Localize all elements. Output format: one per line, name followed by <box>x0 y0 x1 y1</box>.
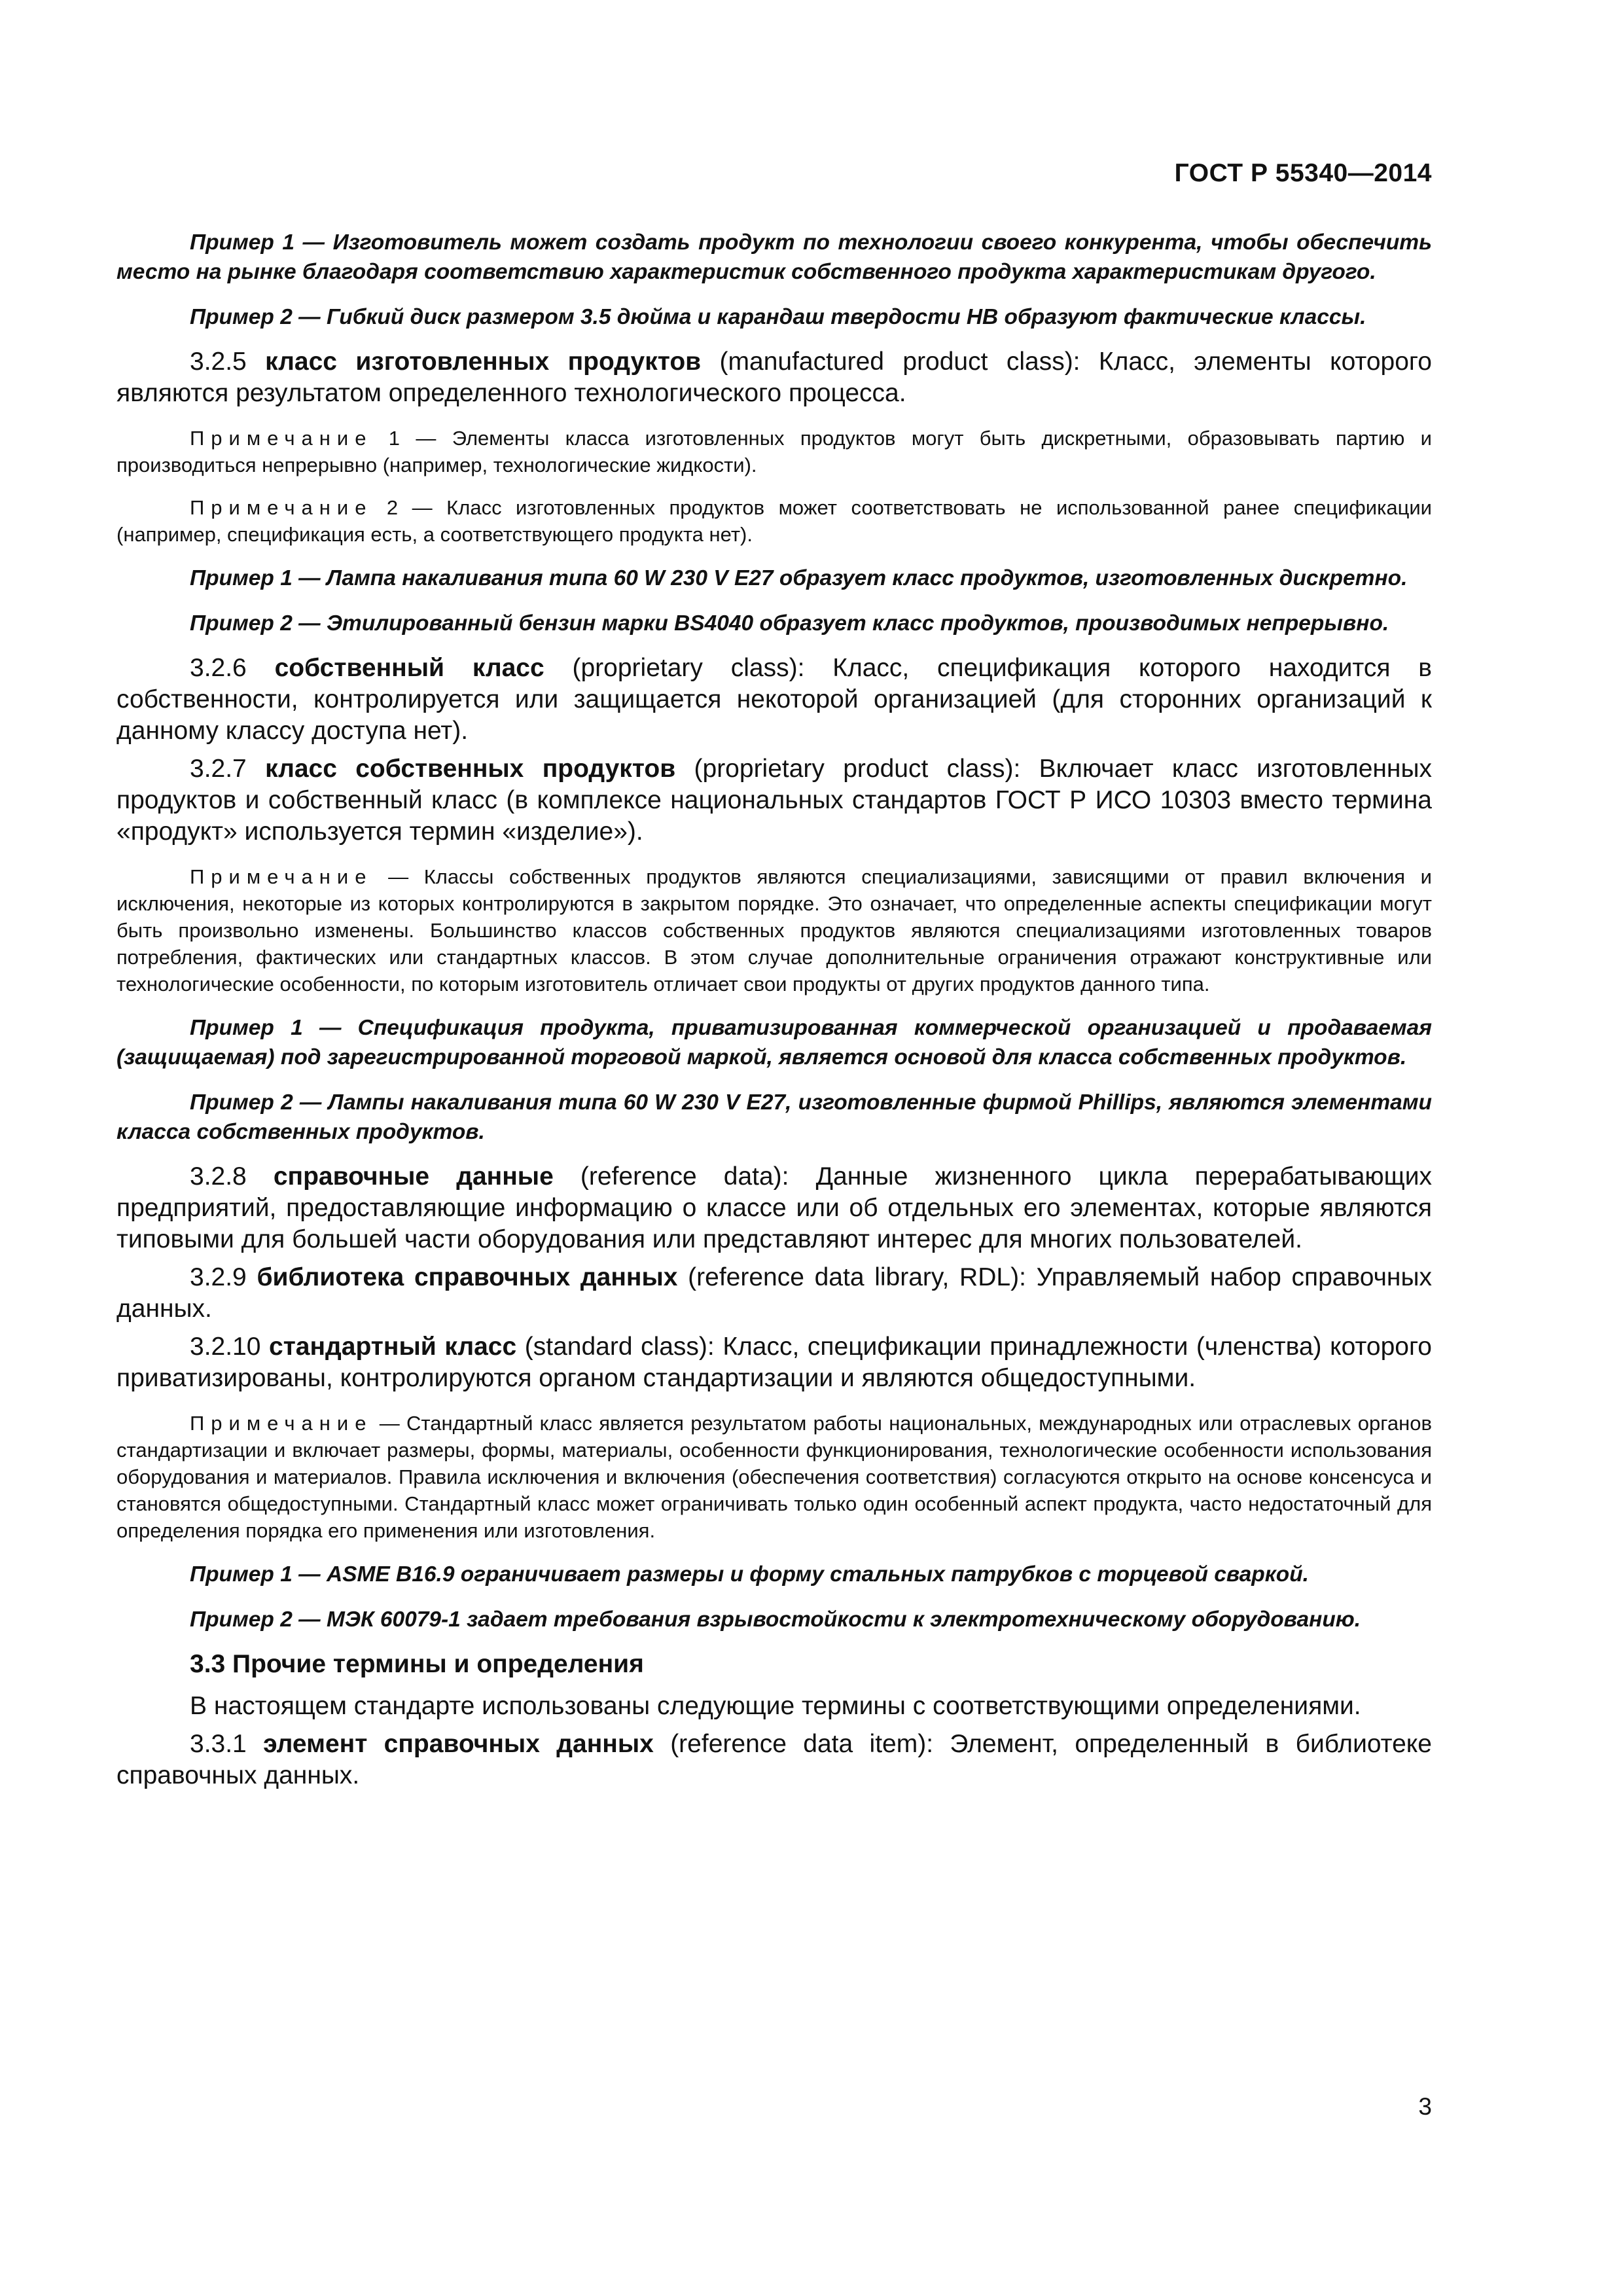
example-label: Пример 1 <box>190 566 293 590</box>
note-paragraph <box>116 494 1432 548</box>
term-number: 3.2.8 <box>190 1162 247 1191</box>
example-label: Пример 2 <box>190 611 293 636</box>
term-text: (reference data library, RDL): Управляемый набор справочных данных. <box>116 1263 1432 1323</box>
term-name: элемент справочных данных <box>263 1730 654 1758</box>
term-definition <box>116 1729 1432 1791</box>
example-label: Пример 1 <box>190 1562 293 1587</box>
example-paragraph <box>116 1560 1432 1589</box>
term-definition <box>116 346 1432 409</box>
term-text: (standard class): Класс, спецификации принадлежности (членства) которого приватизированы, контролируются органом стандартизации и являются общедоступными. <box>116 1333 1433 1392</box>
example-label: Пример 2 <box>190 1090 293 1115</box>
example-paragraph <box>116 1605 1432 1634</box>
note-label: Примечание <box>190 427 373 450</box>
term-name: класс собственных продуктов <box>265 755 676 783</box>
term-name: библиотека справочных данных <box>257 1263 678 1291</box>
term-number: 3.2.6 <box>190 654 247 682</box>
example-paragraph <box>116 1013 1432 1072</box>
note-paragraph <box>116 425 1432 478</box>
term-definition <box>116 1161 1432 1255</box>
example-paragraph <box>116 1088 1432 1147</box>
example-paragraph <box>116 609 1432 638</box>
example-label: Пример 1 <box>190 1016 303 1040</box>
term-name: собственный класс <box>274 654 544 682</box>
term-name: справочные данные <box>273 1162 554 1191</box>
example-text: — Спецификация продукта, приватизированная коммерческой организацией и продаваемая (защищаемая) под зарегистрированной торговой маркой, является основой для класса собственных продуктов. <box>116 1016 1432 1069</box>
note-paragraph <box>116 1410 1432 1544</box>
note-text: 1 — Элементы класса изготовленных продуктов могут быть дискретными, образовывать партию и производиться непрерывно (например, технологические жидкости). <box>116 427 1432 476</box>
term-number: 3.2.5 <box>190 348 247 376</box>
example-label: Пример 2 <box>190 1607 293 1632</box>
note-label: Примечание <box>190 1412 373 1435</box>
term-definition <box>116 1262 1432 1325</box>
body-paragraph: В настоящем стандарте использованы следующие термины с соответствующими определениями. <box>190 1692 1361 1720</box>
term-definition <box>116 753 1432 848</box>
document-code-header: ГОСТ Р 55340—2014 <box>1174 159 1432 187</box>
note-label: Примечание <box>190 496 373 519</box>
note-text: — Классы собственных продуктов являются специализациями, зависящими от правил включения и исключения, некоторые из которых контролируются в закрытом порядке. Это означает, что определенные аспекты спецификации могут быть произвольно изменены. Большинство классов собственных продуктов являются специализациями изготовленных товаров потребления, фактических или стандартных классов. В этом случае дополнительные ограничения отражают конструктивные или технологические особенности, по которым изготовитель отличает свои продукты от других продуктов данного типа. <box>116 865 1432 996</box>
page-number: 3 <box>1418 2093 1432 2120</box>
term-number: 3.3.1 <box>190 1730 247 1758</box>
example-paragraph <box>116 228 1432 287</box>
example-paragraph <box>116 564 1432 593</box>
example-text: — Лампа накаливания типа 60 W 230 V E27 образует класс продуктов, изготовленных дискретно. <box>292 566 1408 590</box>
term-text: (reference data item): Элемент, определенный в библиотеке справочных данных. <box>116 1730 1432 1789</box>
term-number: 3.2.9 <box>190 1263 247 1291</box>
example-text: — Лампы накаливания типа 60 W 230 V E27, изготовленные фирмой Phillips, являются элементами класса собственных продуктов. <box>116 1090 1432 1144</box>
example-label: Пример 1 <box>190 230 295 255</box>
term-name: стандартный класс <box>269 1333 517 1361</box>
example-paragraph <box>116 302 1432 332</box>
example-text: — Гибкий диск размером 3.5 дюйма и карандаш твердости НВ образуют фактические классы. <box>292 305 1366 329</box>
example-label: Пример 2 <box>190 305 293 329</box>
page-content <box>116 228 1432 1798</box>
term-name: класс изготовленных продуктов <box>265 348 702 376</box>
note-label: Примечание <box>190 865 373 888</box>
term-number: 3.2.10 <box>190 1333 261 1361</box>
example-text: — МЭК 60079-1 задает требования взрывостойкости к электротехническому оборудованию. <box>292 1607 1361 1632</box>
example-text: — ASME B16.9 ограничивает размеры и форму стальных патрубков с торцевой сваркой. <box>292 1562 1309 1587</box>
note-paragraph <box>116 863 1432 997</box>
term-definition <box>116 653 1432 747</box>
term-text: (reference data): Данные жизненного цикла перерабатывающих предприятий, предоставляющие информацию о классе или об отдельных его элементах, которые являются типовыми для большей части оборудования или представляют интерес для многих пользователей. <box>116 1162 1433 1253</box>
term-text: (manufactured product class): Класс, элементы которого являются результатом определенного технологического процесса. <box>116 348 1432 407</box>
term-text: (proprietary product class): Включает класс изготовленных продуктов и собственный класс (в комплексе национальных стандартов ГОСТ Р ИСО 10303 вместо термина «продукт» используется термин «изделие»). <box>116 755 1432 846</box>
term-number: 3.2.7 <box>190 755 247 783</box>
note-text: — Стандартный класс является результатом работы национальных, международных или отраслевых органов стандартизации и включает размеры, формы, материалы, особенности функционирования, технологические особенности использования оборудования и материалов. Правила исключения и включения (обеспечения соответствия) согласуются открыто на основе консенсуса и становятся общедоступными. Стандартный класс может ограничивать только один особенный аспект продукта, часто недостаточный для определения порядка его применения или изготовления. <box>116 1412 1432 1542</box>
note-text: 2 — Класс изготовленных продуктов может соответствовать не использованной ранее спецификации (например, спецификация есть, а соответствующего продукта нет). <box>116 496 1432 546</box>
example-text: — Изготовитель может создать продукт по технологии своего конкурента, чтобы обеспечить место на рынке благодаря соответствию характеристик собственного продукта характеристикам другого. <box>116 230 1432 284</box>
term-definition <box>116 1331 1432 1394</box>
example-text: — Этилированный бензин марки BS4040 образует класс продуктов, производимых непрерывно. <box>292 611 1389 636</box>
section-heading: 3.3 Прочие термины и определения <box>190 1650 644 1678</box>
term-text: (proprietary class): Класс, спецификация которого находится в собственности, контролируется или защищается некоторой организацией (для сторонних организаций к данному классу доступа нет). <box>116 654 1432 745</box>
